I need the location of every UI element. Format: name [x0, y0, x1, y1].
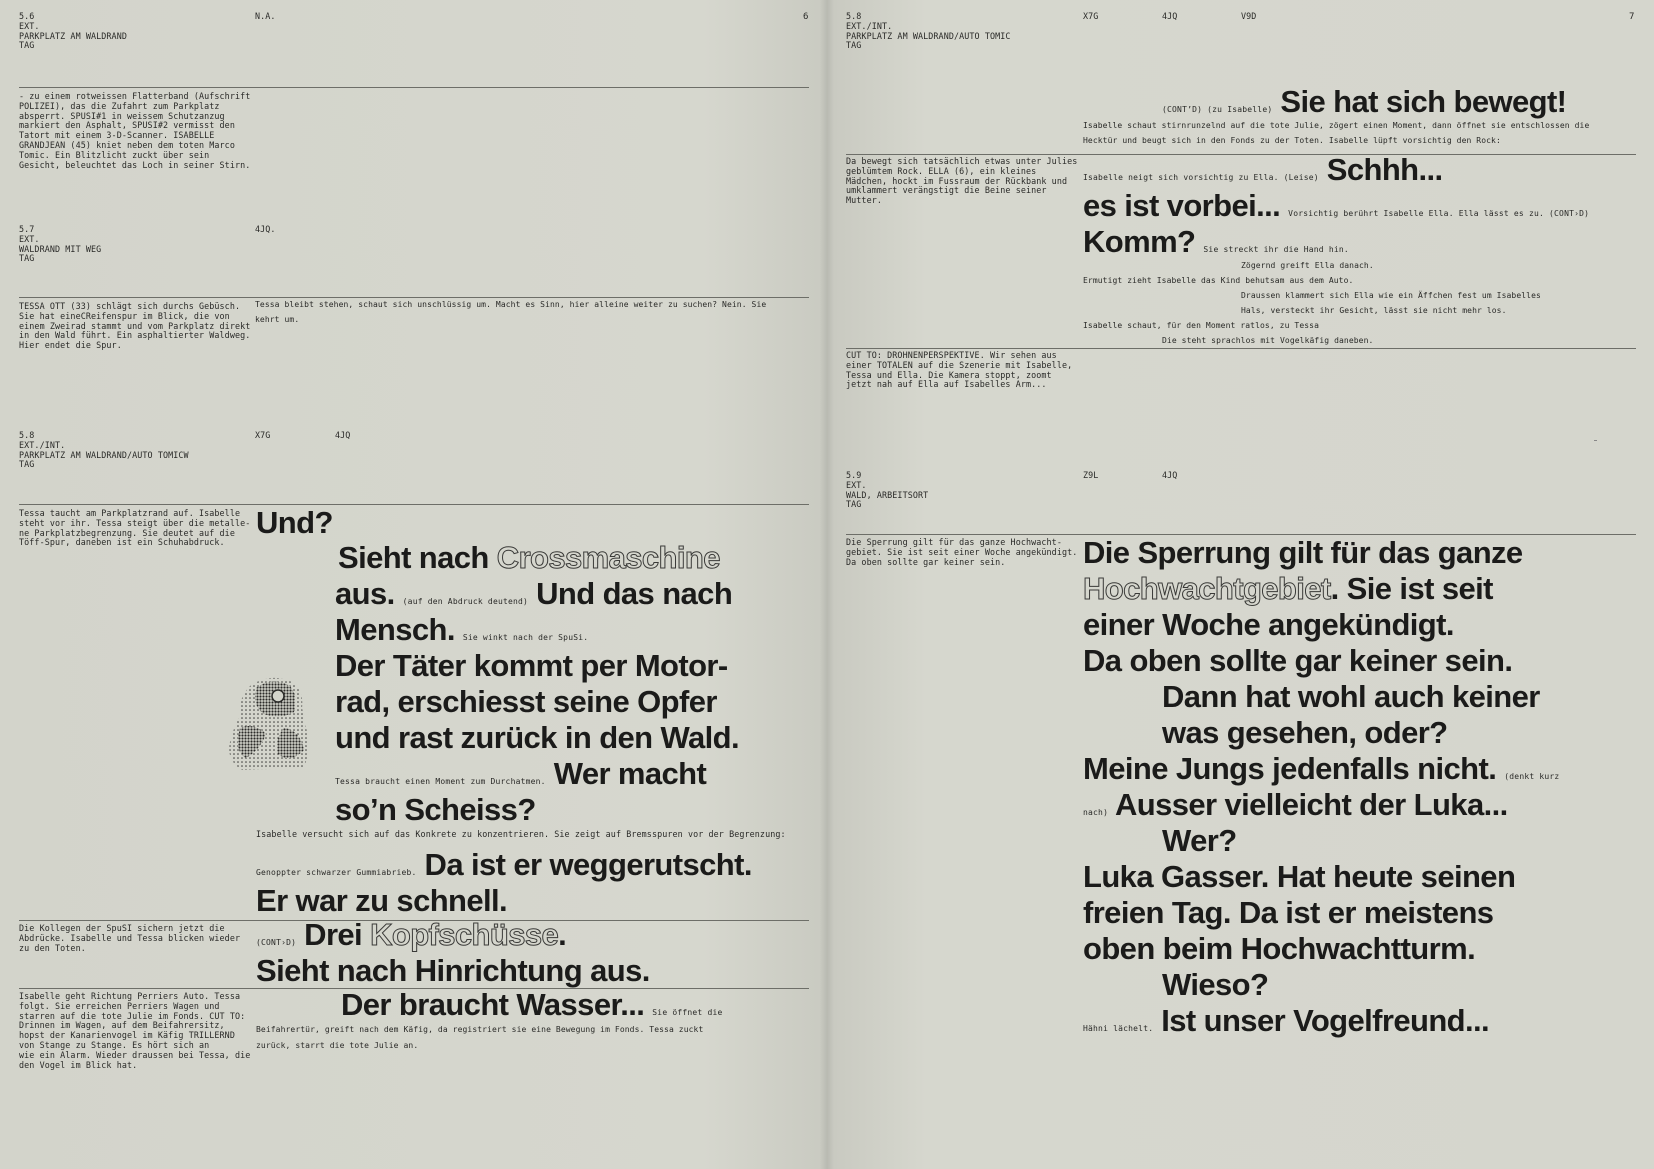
dialogue-line: Die Sperrung gilt für das ganze	[1083, 535, 1523, 570]
dialogue-line: Wer?	[1162, 823, 1237, 858]
stage-note: Sie streckt ihr die Hand hin.	[1203, 245, 1349, 254]
dialogue-text: aus.	[335, 576, 395, 611]
scene-code: 4JQ	[1162, 470, 1178, 480]
stage-note: Draussen klammert sich Ella wie ein Äffchen fest um Isabelles	[1241, 291, 1541, 300]
dialogue-text: Komm?	[1083, 224, 1196, 259]
cue: Isabelle neigt sich vorsichtig zu Ella. (Leise)	[1083, 173, 1319, 182]
divider	[19, 504, 809, 505]
stage-note: Vorsichtig berührt Isabelle Ella. Ella lässt es zu. (CONT›D)	[1288, 209, 1590, 218]
action-text-spusi: Die Kollegen der SpuSI sichern jetzt die Abdrücke. Isabelle und Tessa blicken wieder zu den Toten.	[19, 923, 241, 953]
cue: (CONT’D) (zu Isabelle)	[1162, 105, 1273, 114]
dialogue-line: Wieso?	[1162, 967, 1269, 1002]
dialogue-text: Ist unser Vogelfreund...	[1161, 1003, 1490, 1038]
scene-code: V9D	[1241, 11, 1257, 21]
stage-note: Tessa bleibt stehen, schaut sich unschlüssig um. Macht es Sinn, hier alleine weiter zu suchen? Nein. Sie kehrt um.	[255, 300, 767, 324]
action-text-wasser: Isabelle geht Richtung Perriers Auto. Tessa folgt. Sie erreichen Perriers Wagen und starren auf die tote Julie im Fonds. CUT TO: Drinnen im Wagen, auf dem Beifahrersitz, hopst der Kanarienvogel im Käfig TRILLERND von Stange zu Stange. Es hört sich an wie ein Alarm. Wieder draussen bei Tessa, die den Vogel im Blick hat.	[19, 991, 251, 1070]
dialogue-line	[338, 540, 720, 576]
scene-code: 4JQ	[335, 430, 351, 440]
stage-note: Ermutigt zieht Isabelle das Kind behutsam aus dem Auto.	[1083, 276, 1354, 285]
dialogue-line: Da oben sollte gar keiner sein.	[1083, 643, 1513, 678]
divider	[19, 87, 809, 88]
dialogue-text: Ausser vielleicht der Luka...	[1114, 787, 1508, 822]
dialogue-text: . Sie ist seit	[1330, 571, 1493, 606]
stage-note: Isabelle versucht sich auf das Konkrete zu konzentrieren. Sie zeigt auf Bremsspuren vor der Begrenzung:	[256, 829, 786, 839]
scene-header-5-9: 5.9 EXT. WALD, ARBEITSORT TAG	[846, 470, 929, 510]
dialogue-line: und rast zurück in den Wald.	[335, 720, 740, 755]
stage-note: Beifahrertür, greift nach dem Käfig, da registriert sie eine Bewegung im Fonds. Tessa zuckt	[256, 1025, 704, 1034]
stage-note: (auf den Abdruck deutend)	[402, 597, 529, 606]
action-text-5-7: TESSA OTT (33) schlägt sich durchs Gebüsch. Sie hat eineCReifenspur im Blick, die von einem Zweirad stammt und vom Parkplatz direkt in den Wald führt. Ein asphaltierter Waldweg. Hier endet die Spur.	[19, 301, 251, 351]
dialogue-text: Sieht nach	[338, 540, 489, 575]
outlined-word: Hochwachtgebiet	[1083, 571, 1331, 606]
dialogue-line: Und?	[256, 505, 333, 540]
action-text-drone: CUT TO: DROHNENPERSPEKTIVE. Wir sehen aus einer TOTALEN auf die Szenerie mit Isabelle, Tessa und Ella. Die Kamera stoppt, zoomt jetzt nah auf Ella auf Isabelles Arm...	[846, 350, 1073, 390]
scene-code: 4JQ	[1162, 11, 1178, 21]
dialogue-text: Wer macht	[553, 756, 707, 791]
dialogue-text: Meine Jungs jedenfalls nicht.	[1083, 751, 1497, 786]
action-text-ella: Da bewegt sich tatsächlich etwas unter Julies geblümtem Rock. ELLA (6), ein kleines Mädchen, hockt im Fussraum der Rückbank und umklammert verängstigt die Beine seiner Mutter.	[846, 156, 1078, 206]
divider	[846, 348, 1636, 349]
scene-header-5-6: 5.6 EXT. PARKPLATZ AM WALDRAND TAG	[19, 11, 127, 51]
scene-header-5-8: 5.8 EXT./INT. PARKPLATZ AM WALDRAND/AUTO TOMICW TAG	[19, 430, 189, 470]
stage-note: Hals, versteckt ihr Gesicht, lässt sie nicht mehr los.	[1241, 306, 1507, 315]
stage-note: zurück, starrt die tote Julie an.	[256, 1041, 419, 1050]
stage-note: nach)	[1083, 808, 1109, 817]
stage-note: Isabelle schaut, für den Moment ratlos, zu Tessa	[1083, 321, 1319, 330]
dialogue-text: Der braucht Wasser...	[341, 987, 645, 1022]
scene-code: Z9L	[1083, 470, 1099, 480]
stage-note: Die steht sprachlos mit Vogelkäfig daneben.	[1162, 336, 1374, 345]
dialogue-line: was gesehen, oder?	[1162, 715, 1448, 750]
scene-code: X7G	[1083, 11, 1099, 21]
stage-note: Zögernd greift Ella danach.	[1241, 261, 1374, 270]
stage-note: Sie öffnet die	[652, 1008, 723, 1017]
stage-note: Sie winkt nach der SpuSi.	[462, 633, 589, 642]
stage-note: Genoppter schwarzer Gummiabrieb.	[256, 868, 417, 877]
dialogue-text: es ist vorbei...	[1083, 188, 1281, 223]
dialogue-text: Mensch.	[335, 612, 455, 647]
page-number: 7	[1629, 12, 1635, 22]
scene-header-5-8: 5.8 EXT./INT. PARKPLATZ AM WALDRAND/AUTO TOMIC TAG	[846, 11, 1011, 51]
dialogue-line: Sieht nach Hinrichtung aus.	[256, 953, 650, 988]
scene-code: 4JQ.	[255, 224, 276, 234]
stage-note: Tessa braucht einen Moment zum Durchatmen.	[335, 777, 546, 786]
dialogue-line: einer Woche angekündigt.	[1083, 607, 1454, 642]
scene-code: N.A.	[255, 11, 276, 21]
stage-note: Hähni lächelt.	[1083, 1024, 1154, 1033]
outlined-word: Crossmaschine	[496, 540, 720, 575]
stage-note: Isabelle schaut stirnrunzelnd auf die tote Julie, zögert einen Moment, dann öffnet sie entschlossen die Hecktür und beugt sich in den Fonds zu der Toten. Isabelle lüpft vorsichtig den Rock:	[1083, 121, 1590, 145]
action-text-5-9: Die Sperrung gilt für das ganze Hochwacht- gebiet. Sie ist seit einer Woche angekündigt. Da oben sollte gar keiner sein.	[846, 537, 1078, 567]
dialogue-line: oben beim Hochwachtturm.	[1083, 931, 1476, 966]
dialogue-line: Dann hat wohl auch keiner	[1162, 679, 1540, 714]
scene-header-5-7: 5.7 EXT. WALDRAND MIT WEG TAG	[19, 224, 102, 264]
person-illustration	[220, 668, 322, 772]
dialogue-text: Da ist er weggerutscht.	[424, 847, 752, 882]
action-text-5-6: - zu einem rotweissen Flatterband (Aufschrift POLIZEI), das die Zufahrt zum Parkplatz absperrt. SPUSI#1 in weissem Schutzanzug markiert den Asphalt, SPUSI#2 vermisst den Tatort mit einem 3-D-Scanner. ISABELLE GRANDJEAN (45) kniet neben dem toten Marco Tomic. Ein Blitzlicht zuckt über sein Gesicht, beleuchtet das Loch in seiner Stirn.	[19, 91, 251, 170]
outlined-word: Kopfschüsse	[370, 917, 559, 952]
mark	[1594, 440, 1597, 441]
dialogue-line: so’n Scheiss?	[335, 792, 536, 827]
dialogue-line: rad, erschiesst seine Opfer	[335, 684, 717, 719]
dialogue-line: freien Tag. Da ist er meistens	[1083, 895, 1494, 930]
dialogue-line: Luka Gasser. Hat heute seinen	[1083, 859, 1516, 894]
dialogue-line	[1083, 571, 1493, 607]
action-text-5-8: Tessa taucht am Parkplatzrand auf. Isabelle steht vor ihr. Tessa steigt über die metalle- ne Parkplatzbegrenzung. Sie deutet auf die Töff-Spur, daneben ist ein Schuhabdruck.	[19, 508, 251, 548]
page-number: 6	[803, 12, 809, 22]
stage-note: (denkt kurz	[1504, 772, 1560, 781]
dialogue-text: Drei	[304, 917, 363, 952]
cue: (CONT›D)	[256, 938, 297, 947]
dialogue-line	[1083, 787, 1508, 831]
dialogue-text: Schhh...	[1326, 152, 1443, 187]
dialogue-line: Der Täter kommt per Motor-	[335, 648, 728, 683]
dialogue-text: .	[558, 917, 567, 952]
dialogue-line	[1083, 1003, 1489, 1047]
dialogue-line: Er war zu schnell.	[256, 883, 508, 918]
book-gutter	[820, 0, 834, 1169]
dialogue-text: Und das nach	[536, 576, 733, 611]
scene-code: X7G	[255, 430, 271, 440]
right-page	[827, 0, 1654, 1169]
dialogue-text: Sie hat sich bewegt!	[1280, 84, 1567, 119]
